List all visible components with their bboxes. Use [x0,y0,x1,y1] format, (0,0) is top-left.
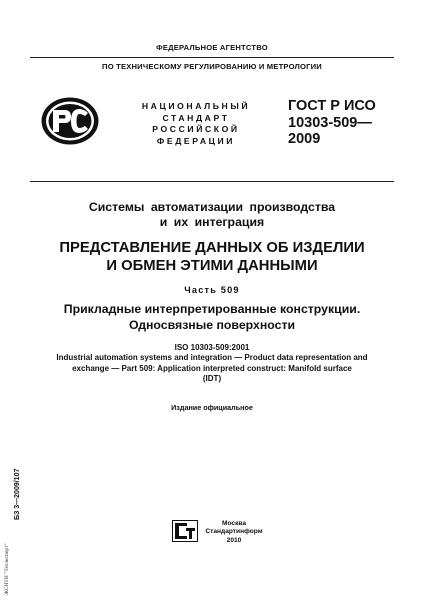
stamp-text: ЖСНТИ "Техэксперт" [4,543,10,595]
english-title-line-3: (IDT) [202,374,222,383]
standard-designation [288,98,398,148]
title-divider [30,181,394,182]
national-standard-line-4: ФЕДЕРАЦИИ [156,135,236,146]
national-standard-label [130,101,262,147]
official-edition: Издание официальное [171,403,253,412]
national-standard-line-3: РОССИЙСКОЙ [152,124,240,134]
publisher-year: 2010 [226,536,242,544]
national-standard-line-1: НАЦИОНАЛЬНЫЙ [141,101,251,111]
gost-r-logo-icon [40,96,100,146]
part-number: Часть 509 [184,285,240,295]
part-subtitle-line-2: Односвязные поверхности [128,317,296,332]
designation-line-2: 10303-509— [288,114,372,131]
main-title-line-2: И ОБМЕН ЭТИМИ ДАННЫМИ [106,257,318,274]
series-title-line-2: и их интеграция [159,215,265,229]
publisher-name: Стандартинформ [205,528,263,536]
main-title [0,240,424,275]
iso-reference: ISO 10303-509:2001 [174,343,250,352]
main-title-line-1: ПРЕДСТАВЛЕНИЕ ДАННЫХ ОБ ИЗДЕЛИИ [59,240,365,256]
series-title [0,200,424,230]
agency-line-2: ПО ТЕХНИЧЕСКОМУ РЕГУЛИРОВАНИЮ И МЕТРОЛОГИИ [102,62,322,71]
national-standard-line-2: СТАНДАРТ [162,112,230,123]
designation-line-3: 2009 [288,131,321,147]
english-title [0,353,424,385]
designation-line-1: ГОСТ Р ИСО [288,98,376,114]
series-title-line-1: Системы автоматизации производства [88,200,336,214]
part-subtitle [0,302,424,333]
english-title-line-1: Industrial automation systems and integration — Product data representation and [56,353,368,362]
bz-code: БЗ 3—2009/107 [14,468,21,520]
publisher-info [198,520,270,545]
part-subtitle-line-1: Прикладные интерпретированные конструкции. [63,302,361,316]
header-divider [30,57,394,58]
publisher-city: Москва [221,520,247,527]
agency-line-1: ФЕДЕРАЛЬНОЕ АГЕНТСТВО [156,43,268,52]
english-title-line-2: exchange — Part 509: Application interpreted construct: Manifold surface [72,363,352,373]
standartinform-logo-icon [172,520,198,542]
